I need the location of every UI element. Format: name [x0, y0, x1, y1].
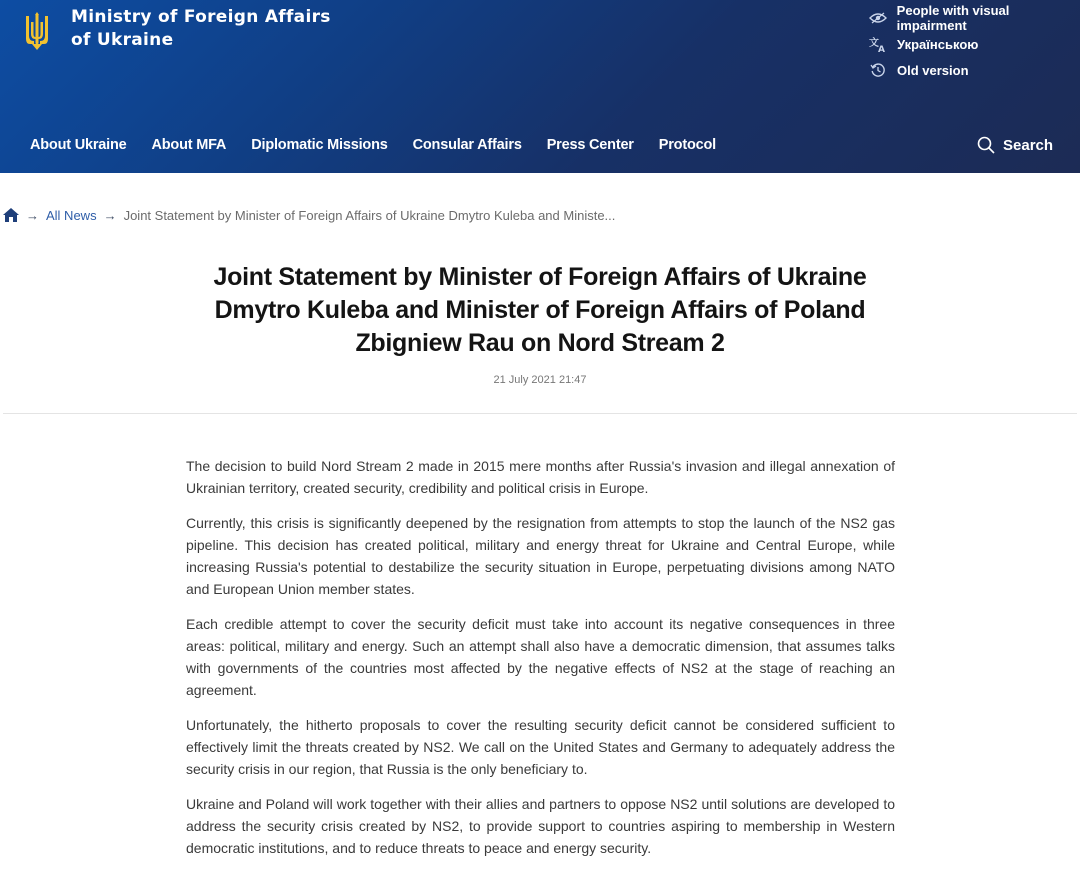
- article-paragraph: Currently, this crisis is significantly deepened by the resignation from attempts to stop the launch of the NS2 gas pipeline. This decision has created political, military and energy threat for Ukraine and Central Europe, while increasing Russia's potential to destabilize the security situation in Europe, perpetuating divisions among NATO and European Union member states.: [186, 515, 895, 597]
- nav-consular-affairs[interactable]: Consular Affairs: [412, 137, 522, 153]
- breadcrumb-current: Joint Statement by Minister of Foreign Affairs of Ukraine Dmytro Kuleba and Ministe...: [123, 207, 616, 223]
- svg-text:A: A: [878, 45, 885, 52]
- breadcrumb-separator: →: [26, 207, 39, 223]
- history-icon: [868, 61, 888, 79]
- page-title: Joint Statement by Minister of Foreign Affairs of Ukraine Dmytro Kuleba and Minister of Foreign Affairs of Poland Zbigniew Rau on Nord Stream 2: [213, 263, 867, 357]
- search-button[interactable]: [977, 136, 1053, 154]
- visual-impairment-link[interactable]: [868, 5, 1080, 31]
- language-label: Українською: [897, 36, 979, 52]
- breadcrumb-all-news[interactable]: All News: [46, 207, 97, 223]
- utility-links: [868, 5, 1080, 83]
- eye-icon: [868, 9, 888, 27]
- old-version-label: Old version: [897, 62, 969, 78]
- nav-about-mfa[interactable]: About MFA: [151, 137, 227, 153]
- main-nav: [30, 137, 741, 153]
- search-icon: [977, 136, 995, 154]
- article-paragraph: Each credible attempt to cover the security deficit must take into account its negative consequences in three areas: political, military and energy. Such an attempt shall also have a democratic dimension, that assumes talks with governments of the countries most affected by the negative effects of NS2 at the stage of reaching an agreement.: [186, 616, 895, 698]
- trident-icon[interactable]: [24, 12, 50, 52]
- site-title[interactable]: Ministry of Foreign Affairs of Ukraine: [71, 7, 331, 50]
- article-paragraph: Unfortunately, the hitherto proposals to cover the resulting security deficit cannot be considered sufficient to effectively limit the threats created by NS2. We call on the United States and Germany to adequately address the security crisis in our region, that Russia is the only beneficiary to.: [186, 717, 895, 777]
- old-version-link[interactable]: [868, 57, 1080, 83]
- search-label: Search: [1003, 136, 1054, 154]
- translate-icon: [868, 35, 888, 53]
- svg-text:文: 文: [869, 38, 879, 49]
- article-paragraph: Ukraine and Poland will work together with their allies and partners to oppose NS2 until solutions are developed to address the security crisis created by NS2, to provide support to countries aspiring to membership in Western democratic institutions, and to reduce threats to peace and energy security.: [186, 796, 895, 856]
- publish-date: 21 July 2021 21:47: [493, 374, 587, 386]
- breadcrumb-separator: →: [103, 207, 117, 223]
- visual-impairment-label: People with visual impairment: [896, 3, 1010, 33]
- article-paragraph: The decision to build Nord Stream 2 made in 2015 mere months after Russia's invasion and illegal annexation of Ukrainian territory, created security, credibility and political crisis in Europe.: [186, 458, 895, 496]
- language-switch[interactable]: [868, 31, 1080, 57]
- home-icon[interactable]: [3, 207, 19, 223]
- site-header: [0, 0, 1080, 173]
- nav-diplomatic-missions[interactable]: Diplomatic Missions: [251, 137, 388, 153]
- divider: [3, 413, 1077, 414]
- article-body: [186, 455, 895, 872]
- breadcrumb: [3, 207, 615, 223]
- nav-press-center[interactable]: Press Center: [546, 137, 634, 153]
- nav-protocol[interactable]: Protocol: [658, 137, 716, 153]
- nav-about-ukraine[interactable]: About Ukraine: [30, 137, 127, 153]
